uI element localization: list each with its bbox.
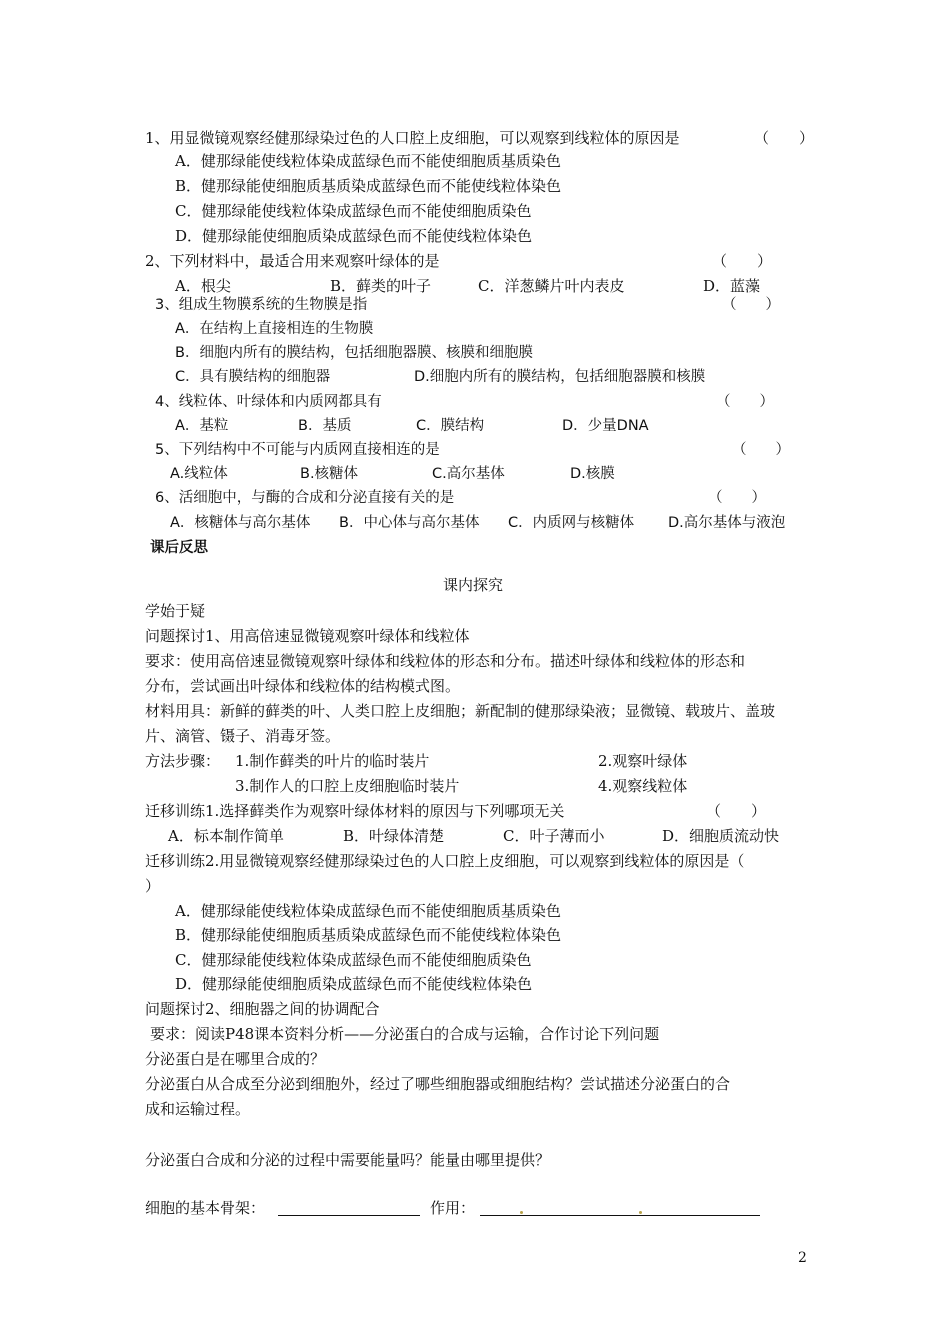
answer-bracket: （ ） <box>706 802 767 820</box>
answer-bracket: （ ） <box>754 129 815 147</box>
option-a: A．健那绿能使线粒体染成蓝绿色而不能使细胞质基质染色 <box>175 152 561 170</box>
method-label: 方法步骤： <box>145 752 221 770</box>
option-c: C．具有膜结构的细胞器 <box>175 369 331 385</box>
option-a: A．基粒 <box>175 418 229 434</box>
question-path-line-1: 分泌蛋白从合成至分泌到细胞外，经过了哪些细胞器或细胞结构？尝试描述分泌蛋白的合 <box>145 1075 731 1093</box>
reflection-heading: 课后反思 <box>150 540 208 556</box>
answer-bracket: （ ） <box>722 297 780 313</box>
question-stem: 6、活细胞中，与酶的合成和分泌直接有关的是 <box>155 490 455 506</box>
option-a: A．标本制作简单 <box>168 827 284 845</box>
page-number: 2 <box>798 1250 807 1266</box>
option-a: A．在结构上直接相连的生物膜 <box>175 321 374 337</box>
requirement-1-line-1: 要求：使用高倍速显微镜观察叶绿体和线粒体的形态和分布。描述叶绿体和线粒体的形态和 <box>145 652 746 670</box>
question-stem: 1、用显微镜观察经健那绿染过色的人口腔上皮细胞，可以观察到线粒体的原因是 <box>145 129 680 147</box>
option-c: C．内质网与核糖体 <box>508 515 635 531</box>
question-stem: 2、下列材料中，最适合用来观察叶绿体的是 <box>145 252 440 270</box>
function-answer-blank[interactable] <box>480 1215 760 1216</box>
option-b: B．健那绿能使细胞质基质染成蓝绿色而不能使线粒体染色 <box>175 926 562 944</box>
function-label: 作用： <box>430 1199 476 1217</box>
section-title: 课内探究 <box>443 576 504 594</box>
materials-line-1: 材料用具：新鲜的藓类的叶、人类口腔上皮细胞；新配制的健那绿染液；显微镜、载玻片、盖玻 <box>145 702 776 720</box>
option-b: B．基质 <box>298 418 352 434</box>
option-d: D．蓝藻 <box>703 277 761 295</box>
option-c: C．洋葱鳞片叶内表皮 <box>478 277 625 295</box>
option-b: B．中心体与高尔基体 <box>339 515 480 531</box>
option-a: A．根尖 <box>175 277 231 295</box>
requirement-1-line-2: 分布，尝试画出叶绿体和线粒体的结构模式图。 <box>145 677 461 695</box>
question-stem: 4、线粒体、叶绿体和内质网都具有 <box>155 394 382 410</box>
option-d: D．细胞质流动快 <box>662 827 780 845</box>
question-energy: 分泌蛋白合成和分泌的过程中需要能量吗？能量由哪里提供？ <box>145 1151 551 1169</box>
question-where: 分泌蛋白是在哪里合成的？ <box>145 1050 326 1068</box>
topic-2-heading: 问题探讨2、细胞器之间的协调配合 <box>145 1000 380 1018</box>
question-stem: 迁移训练1.选择藓类作为观察叶绿体材料的原因与下列哪项无关 <box>145 802 565 820</box>
option-b: B．细胞内所有的膜结构，包括细胞器膜、核膜和细胞膜 <box>175 345 533 361</box>
option-c: C．健那绿能使线粒体染成蓝绿色而不能使细胞质染色 <box>175 951 532 969</box>
option-d: D.高尔基体与液泡 <box>668 515 786 531</box>
materials-line-2: 片、滴管、镊子、消毒牙签。 <box>145 727 341 745</box>
option-b: B.核糖体 <box>300 466 359 482</box>
option-b: B．健那绿能使细胞质基质染成蓝绿色而不能使线粒体染色 <box>175 177 562 195</box>
option-b: B．叶绿体清楚 <box>343 827 445 845</box>
option-c: C.高尔基体 <box>432 466 505 482</box>
blank-mark <box>639 1211 642 1214</box>
question-stem: 迁移训练2.用显微镜观察经健那绿染过色的人口腔上皮细胞，可以观察到线粒体的原因是（ <box>145 852 745 870</box>
option-d: D．少量DNA <box>562 418 649 434</box>
option-d: D．健那绿能使细胞质染成蓝绿色而不能使线粒体染色 <box>175 975 533 993</box>
option-b: B．藓类的叶子 <box>330 277 432 295</box>
skeleton-label: 细胞的基本骨架： <box>145 1199 266 1217</box>
option-d: D.核膜 <box>570 466 615 482</box>
requirement-2: 要求：阅读P48课本资料分析——分泌蛋白的合成与运输，合作讨论下列问题 <box>150 1025 660 1043</box>
option-d: D．健那绿能使细胞质染成蓝绿色而不能使线粒体染色 <box>175 227 533 245</box>
section-subtitle: 学始于疑 <box>145 602 206 620</box>
question-stem: 3、组成生物膜系统的生物膜是指 <box>155 297 368 313</box>
answer-bracket: （ ） <box>716 394 774 410</box>
topic-1-heading: 问题探讨1、用高倍速显微镜观察叶绿体和线粒体 <box>145 627 470 645</box>
answer-bracket: （ ） <box>708 490 766 506</box>
question-stem: 5、下列结构中不可能与内质网直接相连的是 <box>155 442 440 458</box>
answer-bracket: （ ） <box>732 442 790 458</box>
skeleton-answer-blank[interactable] <box>278 1215 420 1216</box>
question-path-line-2: 成和运输过程。 <box>145 1100 251 1118</box>
option-c: C．健那绿能使线粒体染成蓝绿色而不能使细胞质染色 <box>175 202 532 220</box>
option-a: A.线粒体 <box>170 466 228 482</box>
blank-mark <box>520 1211 523 1214</box>
option-a: A．核糖体与高尔基体 <box>170 515 311 531</box>
step-1: 1.制作藓类的叶片的临时装片 <box>235 752 430 770</box>
option-c: C．膜结构 <box>416 418 485 434</box>
option-c: C．叶子薄而小 <box>503 827 605 845</box>
step-2: 2.观察叶绿体 <box>598 752 688 770</box>
answer-bracket: （ ） <box>712 252 773 270</box>
option-a: A．健那绿能使线粒体染成蓝绿色而不能使细胞质基质染色 <box>175 902 561 920</box>
step-4: 4.观察线粒体 <box>598 777 688 795</box>
question-stem-end: ） <box>145 877 161 895</box>
step-3: 3.制作人的口腔上皮细胞临时装片 <box>235 777 460 795</box>
option-d: D.细胞内所有的膜结构，包括细胞器膜和核膜 <box>414 369 706 385</box>
